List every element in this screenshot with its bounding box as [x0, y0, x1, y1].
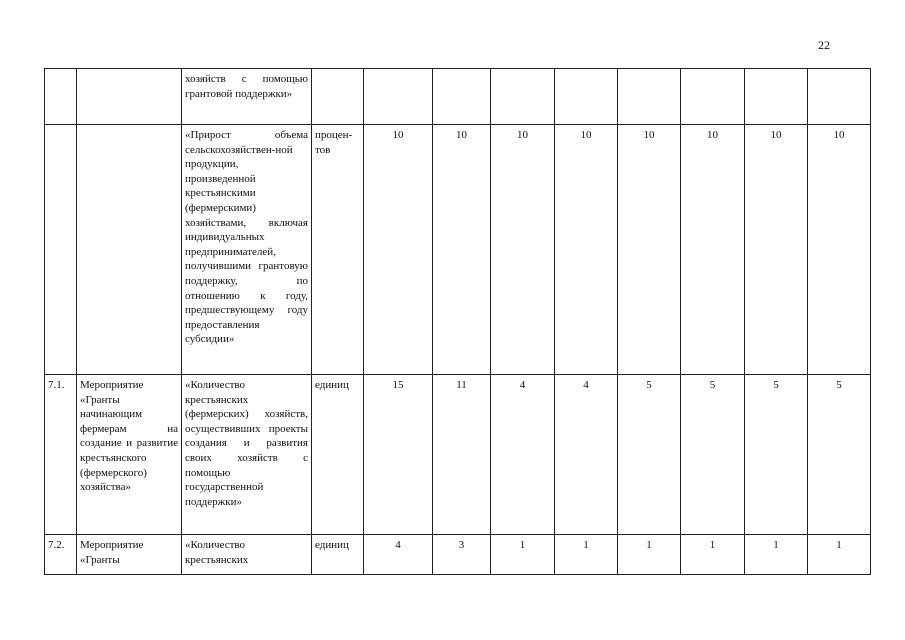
value-cell: 4: [491, 375, 555, 535]
indicator-cell: «Прирост объема сельскохозяйствен-ной продукции, произведенной крестьянскими (фермерскими) хозяйствами, включая индивидуальных предпринимателей, получившими грантовую поддержку, по отношению к году, предшествующему году предоставления субсидии»: [182, 125, 312, 375]
indicators-table: [44, 68, 871, 575]
row-number-cell: 7.1.: [45, 375, 77, 535]
value-cell: 5: [681, 375, 745, 535]
value-cell: [364, 69, 433, 125]
value-cell: 1: [555, 535, 618, 575]
value-cell: [555, 69, 618, 125]
table-row: [45, 125, 871, 375]
value-cell: 5: [618, 375, 681, 535]
value-cell: 11: [433, 375, 491, 535]
indicator-cell: «Количество крестьянских: [182, 535, 312, 575]
value-cell: 5: [745, 375, 808, 535]
value-cell: [808, 69, 871, 125]
value-cell: [618, 69, 681, 125]
value-cell: 10: [555, 125, 618, 375]
table-row: [45, 535, 871, 575]
table-row: [45, 69, 871, 125]
value-cell: 1: [808, 535, 871, 575]
unit-cell: единиц: [312, 375, 364, 535]
value-cell: 15: [364, 375, 433, 535]
value-cell: 4: [555, 375, 618, 535]
value-cell: 1: [491, 535, 555, 575]
unit-cell: процен-тов: [312, 125, 364, 375]
value-cell: [491, 69, 555, 125]
event-cell: [77, 125, 182, 375]
indicator-cell: хозяйств с помощью грантовой поддержки»: [182, 69, 312, 125]
value-cell: 10: [618, 125, 681, 375]
value-cell: 10: [808, 125, 871, 375]
value-cell: 10: [745, 125, 808, 375]
value-cell: [681, 69, 745, 125]
value-cell: 3: [433, 535, 491, 575]
indicator-cell: «Количество крестьянских (фермерских) хозяйств, осуществивших проекты создания и развития своих хозяйств с помощью государственной поддержки»: [182, 375, 312, 535]
value-cell: 1: [681, 535, 745, 575]
value-cell: 5: [808, 375, 871, 535]
row-number-cell: 7.2.: [45, 535, 77, 575]
value-cell: 10: [433, 125, 491, 375]
unit-cell: единиц: [312, 535, 364, 575]
value-cell: 1: [618, 535, 681, 575]
table-row: [45, 375, 871, 535]
value-cell: [433, 69, 491, 125]
page-number: 22: [818, 38, 830, 52]
value-cell: 10: [681, 125, 745, 375]
value-cell: [745, 69, 808, 125]
value-cell: 10: [491, 125, 555, 375]
unit-cell: [312, 69, 364, 125]
event-cell: [77, 69, 182, 125]
event-cell: Мероприятие «Гранты начинающим фермерам на создание и развитие крестьянского (фермерского) хозяйства»: [77, 375, 182, 535]
row-number-cell: [45, 125, 77, 375]
event-cell: Мероприятие «Гранты: [77, 535, 182, 575]
value-cell: 10: [364, 125, 433, 375]
value-cell: 4: [364, 535, 433, 575]
row-number-cell: [45, 69, 77, 125]
value-cell: 1: [745, 535, 808, 575]
